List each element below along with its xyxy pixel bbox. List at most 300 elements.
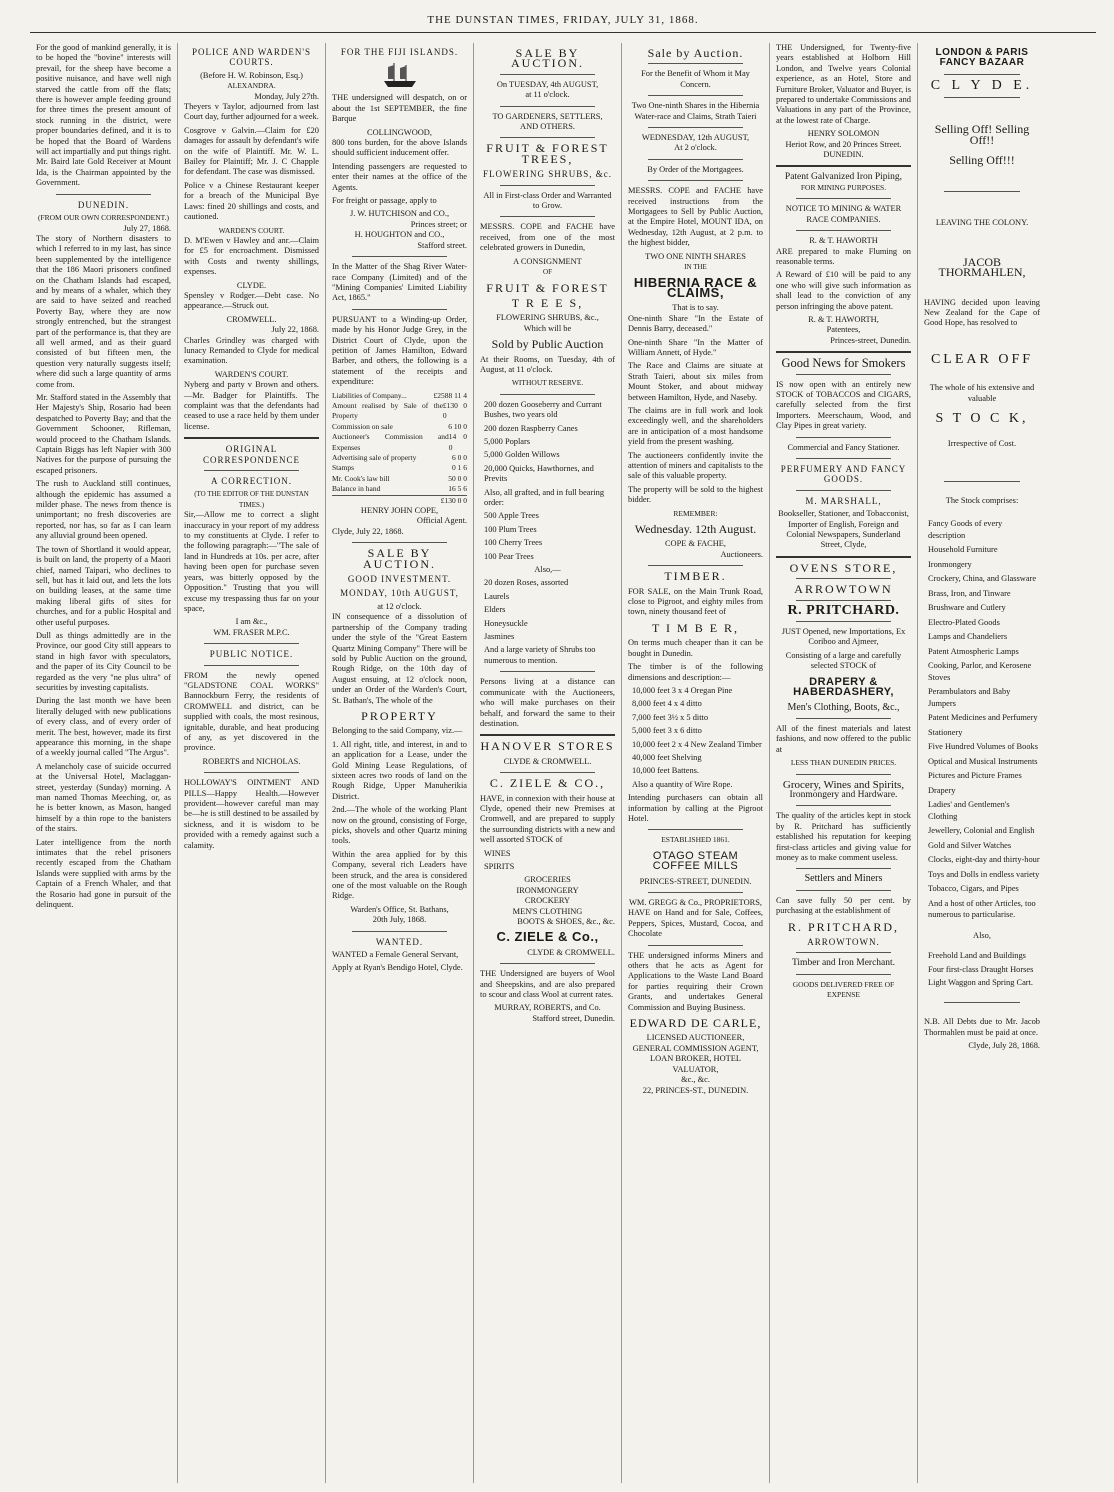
stock-item: Optical and Musical Instruments — [928, 756, 1038, 766]
article-paragraph: The town of Shortland it would appear, is built on land, the property of a Maori chief, named Taipari, who declines to sell, but has it laid out, and lets the lots on building leases, at the same time making liberal gifts of sites for churches, and for a public Hospital and other useful purposes. — [36, 544, 171, 627]
thormahlen-name: JACOB THORMAHLEN, — [938, 254, 1026, 280]
stock-item: Also, all grafted, and in full bearing order: — [484, 487, 605, 507]
stock-item: Toys and Dolls in endless variety — [928, 869, 1040, 879]
solomon-name: HENRY SOLOMON — [807, 129, 880, 139]
shares-line: Two One-ninth Shares in the Hibernia Water-race and Claims, Strath Taieri — [631, 101, 760, 121]
auction-time: At 2 o'clock. — [674, 143, 717, 153]
case-paragraph: Nyberg and party v Brown and others.—Mr. Badger for Plaintiffs. The complaint was that the defendants had ceased to use a race held by them under license. — [184, 380, 319, 431]
sale-date: MONDAY, 10th AUGUST, — [340, 588, 459, 599]
in-the-line: IN THE — [684, 263, 707, 272]
article-paragraph: Dull as things admittedly are in the Province, our good City still appears to stand in high favor with speculators, and the paper of its City Council to be regarded as the very "ne plus ultra" of securities by investing capitalists. — [36, 630, 171, 692]
divider — [796, 230, 891, 231]
auction-date: On TUESDAY, 4th AUGUST, — [496, 79, 599, 89]
letter-body: Sir,—Allow me to correct a slight inaccuracy in your report of my address to my constituents at Clyde. I refer to the following paragraph:—"The sale of land in Hundreds at 10s. per acre, after having been open for purchase seven years, was bitterly opposed by the Opposition." Trusting that you will excuse my trespassing thus far on your space, — [184, 510, 319, 613]
divider — [648, 95, 743, 96]
columns — [30, 43, 1096, 1483]
decarle-line: &c., &c. — [681, 1075, 710, 1085]
ship-icon — [380, 61, 420, 89]
letter-signoff: I am &c., — [235, 617, 268, 627]
stock-item: 5,000 Poplars — [484, 436, 531, 446]
auction-heading: Sale by Auction. — [647, 46, 744, 60]
claims-paragraph: The claims are in full work and look exceedingly well, and the shareholders are in anticipation of a most handsome yield from the present washing. — [628, 405, 763, 447]
stock-item: Five Hundred Volumes of Books — [928, 742, 1038, 752]
divider — [648, 945, 743, 946]
notice-heading: NOTICE TO MINING & WATER RACE COMPANIES. — [785, 204, 902, 224]
stock-item: 100 Cherry Trees — [484, 538, 543, 548]
delivery-line: GOODS DELIVERED FREE OF EXPENSE — [792, 979, 895, 1000]
account-row: Liabilities of Company... £2588 11 4 — [332, 390, 467, 400]
just-opened: JUST Opened, new Importations, Ex Coriboo and Ajmeer, — [781, 627, 906, 647]
whole-line: The whole of his extensive and valuable — [929, 383, 1035, 403]
notice-signature: ROBERTS and NICHOLAS. — [202, 756, 301, 766]
article-paragraph: Mr. Stafford stated in the Assembly that Her Majesty's Ship, Rosario had been despatched to Poverty Bay; and that the Government Schooner, Rifleman, would proceed to the Chatham Islands. Captain Biggs has left Napier with 300 Natives for the purpose of pursuing the escaped prisoners. — [36, 393, 171, 475]
bazaar-heading: LONDON & PARIS FANCY BAZAAR — [935, 47, 1029, 69]
ad-paragraph: 800 tons burden, for the above Islands should sufficient inducement offer. — [332, 138, 467, 158]
divider — [184, 437, 319, 439]
case-paragraph: Spensley v Rodger.—Debt case. No appearance.—Struck out. — [184, 290, 319, 311]
which-line: Which will be — [523, 323, 572, 333]
goods-item: MEN'S CLOTHING — [512, 906, 583, 916]
ziele-location: CLYDE & CROMWELL. — [527, 947, 615, 957]
divider — [500, 394, 595, 395]
property-intro: Belonging to the said Company, viz.— — [332, 726, 463, 736]
divider — [796, 974, 891, 975]
auction-heading: SALE BY AUCTION. — [511, 46, 584, 71]
case-paragraph: Theyers v Taylor, adjourned from last Court day, further adjourned for a week. — [184, 102, 319, 122]
article-paragraph: The story of Northern disasters to which I referred to in my last, has since been supplemented by the intelligence that the 186 Maori prisoners confined on the Chatham Islands had escaped, and by means of a whaler, which they are said to have seized and reached Poverty Bay, where they are now strongly entrenched, but the strangest part of the performance is, that they are all well armed, and as their guard consisted of but fifteen men, the question very naturally suggests itself; where did such a large quantity of arms come from. — [36, 233, 171, 389]
property-item: Within the area applied for by this Company, several rich Leaders have been struck, and the area is considered one of the most valuable on the Rough Ridge. — [332, 849, 467, 901]
stock-item: Household Furniture — [928, 545, 998, 555]
agent-name: H. HOUGHTON and CO., — [354, 230, 445, 240]
divider — [796, 868, 891, 869]
less-than-line: LESS THAN DUNEDIN PRICES. — [790, 758, 897, 768]
finest-paragraph: All of the finest materials and latest fashions, and now offered to the public at — [776, 723, 911, 754]
selling-off-line: Selling Off! Selling Off!! — [934, 122, 1030, 147]
stock-item: Elders — [484, 605, 506, 615]
stock-item: 200 dozen Gooseberry and Currant Bushes, two years old — [484, 399, 602, 420]
timber-size: 8,000 feet 4 x 4 ditto — [632, 699, 702, 709]
divider — [648, 180, 743, 181]
divider — [500, 185, 595, 186]
wool-paragraph: THE Undersigned are buyers of Wool and Sheepskins, and are also prepared to scour and class Wool at current rates. — [480, 969, 615, 1000]
also-line: Also, — [973, 930, 991, 940]
notice-body: FROM the newly opened "GLADSTONE COAL WORKS" Bannockburn Ferry, the residents of CROMWELL and district, can be supplied with coals, the most resinous, ignitable, durable, and heat producing of any, as yet discovered in the province. — [184, 670, 319, 753]
haworth-name: R. & T. HAWORTH — [809, 236, 878, 246]
persons-paragraph: Persons living at a distance can communicate with the Auctioneers, who will make purchases on their behalf, and forward the same to their destination. — [480, 677, 615, 728]
case-paragraph: Cosgrove v Galvin.—Claim for £20 damages for assault by defendant's wife on the wife of Plaintiff. Mr. W. L. Bailey for Plaintiff; Mr. J. C Chapple for defendant. The case was dismissed. — [184, 125, 319, 177]
divider — [796, 952, 891, 953]
timber-line: T I M B E R, — [651, 620, 740, 635]
coffee-mills-address: PRINCES-STREET, DUNEDIN. — [639, 876, 752, 886]
stock-item: And a host of other Articles, too numerous to particularise. — [928, 898, 1036, 920]
drapery-heading: DRAPERY & HABERDASHERY, — [793, 675, 894, 699]
column-4 — [474, 43, 622, 1483]
wanted-heading: WANTED. — [375, 936, 424, 947]
wardens-court-heading: WARDEN'S COURT. — [214, 369, 289, 379]
divider — [944, 481, 1020, 482]
divider — [352, 256, 447, 257]
audience-line: AND OTHERS. — [520, 122, 575, 132]
divider — [796, 621, 891, 622]
place-heading: CLYDE. — [236, 280, 267, 290]
clyde-heading: C L Y D E. — [930, 77, 1034, 93]
ziele-heading: C. ZIELE & CO., — [489, 776, 606, 791]
solomon-address: Heriot Row, and 20 Princes Street. DUNEDIN. — [785, 139, 902, 160]
ziele-signature: C. ZIELE & Co., — [496, 929, 599, 945]
court-date: July 22, 1868. — [271, 325, 319, 335]
stock-item: Cooking, Parlor, and Kerosene Stoves — [928, 661, 1032, 682]
wanted-body: WANTED a Female General Servant, — [332, 950, 459, 960]
account-row: Auctioneer's Commission and Expenses 14 0 0 — [332, 432, 467, 452]
hanover-heading: HANOVER STORES — [480, 739, 615, 754]
divider — [796, 374, 891, 375]
gregg-name: WM. GREGG & Co., PROPRIETORS, — [629, 898, 762, 907]
order-line: All in First-class Order and Warranted to Grow. — [483, 190, 612, 211]
divider — [500, 772, 595, 773]
article-paragraph: The rush to Auckland still continues, although the epidemic has assumed a milder phase. The news from thence is unimportant; no fresh discoveries are reported, nor has, so far as I can learn any alluvial ground been opened. — [36, 479, 171, 541]
divider — [204, 665, 299, 666]
divider — [500, 137, 595, 138]
of-line: OF — [543, 268, 552, 277]
case-paragraph: Charles Grindley was charged with lunacy Remanded to Clyde for medical examination. — [184, 335, 319, 366]
share-item: One-ninth Share "In the Estate of Dennis Barry, deceased." — [628, 313, 763, 334]
fruit-forest-line: FRUIT & FOREST — [486, 280, 609, 295]
agent-address: Stafford street. — [417, 240, 467, 250]
property-heading: PROPERTY — [361, 708, 438, 723]
consisting-line: Consisting of a large and carefully selected STOCK of — [785, 650, 902, 671]
smokers-paragraph: IS now open with an entirely new STOCK of TOBACCOS and CIGARS, carefully selected from the first Importers. Meerschaum, Wood, and Clay Pipes in great variety. — [776, 379, 911, 431]
account-row: Commission on sale 6 10 0 — [332, 421, 467, 431]
divider — [352, 931, 447, 932]
divider — [796, 490, 891, 491]
stock-item: Pictures and Picture Frames — [928, 771, 1022, 781]
divider — [796, 890, 891, 891]
divider — [944, 97, 1020, 98]
perfumery-heading: PERFUMERY AND FANCY GOODS. — [780, 464, 907, 485]
clear-off-heading: CLEAR OFF — [930, 351, 1034, 367]
established-line: ESTABLISHED 1861. — [661, 835, 730, 845]
stock-item: Drapery — [928, 785, 956, 795]
sale-body: IN consequence of a dissolution of partnership of the Company trading under the style of the "Great Eastern Quartz Mining Company" There will be sold by Public Auction on the ground, Rough Ridge, on the 10th day of August ensuing, at 12 o'clock noon, under an Order of the Warden's Court, St. Bathan's, The whole of the — [332, 612, 467, 705]
stock-item: 20 dozen Roses, assorted — [484, 578, 569, 588]
shrubs-line: FLOWERING SHRUBS, &c., — [496, 313, 599, 323]
pritchard-heading: R. PRITCHARD. — [787, 602, 900, 618]
decarle-name: EDWARD DE CARLE, — [629, 1016, 762, 1031]
wednesday-line: Wednesday. 12th August. — [634, 522, 757, 537]
stock-item: Tobacco, Cigars, and Pipes — [928, 884, 1019, 894]
messrs-paragraph: MESSRS. COPE and FACHE have received instructions from the Mortgagees to Sell by Public Auction, at the Empire Hotel, MOUNT IDA, on Wednesday, 12th August, at 2 p.m. to the highest bidder, — [628, 186, 763, 248]
column-6 — [770, 43, 918, 1483]
dunedin-heading: DUNEDIN. — [77, 199, 130, 210]
divider — [776, 351, 911, 353]
stock-item: Fancy Goods of every description — [928, 519, 1003, 540]
stock-item: Brass, Iron, and Tinware — [928, 588, 1011, 598]
matter-paragraph: In the Matter of the Shag River Water-race Company (Limited) and of the "Mining Companies' Limited Liability Act, 1865." — [332, 262, 467, 303]
selling-off-line: Selling Off!!! — [949, 153, 1015, 168]
stationer-line: Commercial and Fancy Stationer. — [787, 442, 900, 452]
stock-item: Laurels — [484, 591, 510, 601]
goods-item: CROCKERY — [524, 896, 571, 906]
stock-item: Patent Atmospheric Lamps — [928, 646, 1019, 656]
sold-line: Sold by Public Auction — [491, 337, 604, 352]
divider — [648, 892, 743, 893]
settlers-heading: Settlers and Miners — [804, 873, 883, 885]
stock-item: 200 dozen Raspberry Canes — [484, 423, 578, 433]
rooms-paragraph: At their Rooms, on Tuesday, 4th of August, at 11 o'clock. — [480, 354, 615, 374]
divider — [352, 542, 447, 543]
closing-date: Clyde, July 28, 1868. — [968, 1041, 1040, 1051]
informs-paragraph: THE undersigned informs Miners and others that he acts as Agent for Applications to the Waste Land Board for parties requiring their Crown Grants, and undertakes General Commission and Buying Business. — [628, 950, 763, 1012]
divider — [500, 216, 595, 217]
timber-size: 5,000 feet 3 x 6 ditto — [632, 726, 702, 736]
divider — [796, 198, 891, 199]
stock-item: Also,— — [534, 565, 561, 575]
fiji-heading: FOR THE FIJI ISLANDS. — [340, 47, 459, 57]
sale-subheading: GOOD INVESTMENT. — [347, 574, 452, 585]
signatory: HENRY JOHN COPE, — [360, 506, 439, 516]
ironmongery-heading: Ironmongery and Hardware. — [789, 789, 898, 800]
stock-item: 500 Apple Trees — [484, 511, 539, 521]
debts-note: N.B. All Debts due to Mr. Jacob Thormahlen must be paid at once. — [924, 1017, 1040, 1037]
haworth-title: Patentees, — [826, 325, 861, 335]
race-paragraph: The Race and Claims are situate at Strath Taieri, about six miles from Mount Stoker, and about midway between Hamilton, Hyde, and Naseby. — [628, 361, 763, 402]
goods-item: BOOTS & SHOES, &c., &c. — [517, 917, 615, 926]
stock-item: Honeysuckle — [484, 618, 528, 628]
stock-item: 100 Plum Trees — [484, 524, 537, 534]
leaving-colony: LEAVING THE COLONY. — [935, 218, 1029, 228]
remember-line: REMEMBER: — [673, 508, 718, 518]
signatory-title: Official Agent. — [416, 516, 467, 526]
grocery-heading: Grocery, Wines and Spirits, — [782, 778, 905, 791]
divider — [480, 734, 615, 736]
place-heading: CROMWELL. — [226, 314, 277, 324]
property-item: 1. All right, title, and interest, in and to an application for a Lease, under the Gold Mining Lease Regulations, of sixteen acres two roods of land on the Rough Ridge, Upper Manuherikia District. — [332, 739, 467, 801]
wardens-court-heading: WARDEN'S COURT. — [218, 225, 285, 235]
divider — [352, 309, 447, 310]
timber-size: 40,000 feet Shelving — [632, 752, 702, 762]
goods-item: GROCERIES — [524, 875, 571, 885]
stock-heading: S T O C K, — [935, 411, 1029, 427]
murray-name: MURRAY, ROBERTS, and Co. — [494, 1003, 601, 1013]
agent-name: J. W. HUTCHISON and CO., — [349, 209, 450, 219]
patent-subheading: FOR MINING PURPOSES. — [800, 182, 887, 192]
divider — [944, 74, 1020, 75]
divider — [796, 600, 891, 601]
divider — [796, 774, 891, 775]
having-paragraph: HAVING decided upon leaving New Zealand for the Cape of Good Hope, has resolved to — [924, 297, 1040, 328]
sale-time: at 12 o'clock. — [377, 601, 422, 611]
messrs-paragraph: MESSRS. COPE and FACHE have received, from one of the most celebrated growers in Dunedin, — [480, 222, 615, 253]
flowering-shrubs-heading: FLOWERING SHRUBS, &c. — [482, 169, 612, 180]
holloway-ad: HOLLOWAY'S OINTMENT AND PILLS—Happy Health.—However provident—however careful man may be—he is still destined to be assailed by sickness, and it is wisdom to be provided with a remedy against such a calamity. — [184, 778, 319, 850]
stock-item: Jewellery, Colonial and English — [928, 826, 1035, 836]
court-date: Monday, July 27th. — [254, 91, 319, 101]
stock-item: 5,000 Golden Willows — [484, 450, 560, 460]
stock-item: Jasmines — [484, 632, 515, 642]
ovens-store-heading: OVENS STORE, — [789, 560, 898, 575]
column-3 — [326, 43, 474, 1483]
account-total: £130 0 0 — [332, 495, 467, 506]
divider — [500, 963, 595, 964]
goods-item: SPIRITS — [484, 861, 515, 871]
divider — [796, 578, 891, 579]
stock-item: Brushware and Cutlery — [928, 603, 1006, 613]
account-row: Balance in hand 16 5 6 — [332, 484, 467, 494]
order-line: By Order of the Mortgagees. — [647, 164, 744, 174]
divider — [648, 127, 743, 128]
divider — [796, 805, 891, 806]
cope-name: COPE & FACHE, — [664, 539, 727, 549]
ship-name: COLLINGWOOD, — [367, 127, 432, 137]
dateline: July 27, 1868. — [123, 223, 171, 233]
marshall-details: Bookseller, Stationer, and Tobacconist, Importer of English, Foreign and Colonial Newspapers, Sunderland Street, Clyde, — [778, 509, 909, 550]
property-office: Warden's Office, St. Bathans, — [350, 904, 449, 914]
divider — [204, 772, 299, 773]
two-shares-line: TWO ONE NINTH SHARES — [645, 251, 746, 261]
ad-paragraph: For freight or passage, apply to — [332, 196, 437, 206]
mens-clothing: Men's Clothing, Boots, &c., — [787, 701, 900, 713]
timber-size: 10,000 feet Battens. — [632, 766, 699, 776]
sale-heading: SALE BY AUCTION. — [363, 546, 436, 571]
stock-item: Ladies' and Gentlemen's Clothing — [928, 800, 1010, 821]
murray-address: Stafford street, Dunedin. — [532, 1013, 615, 1023]
timber-paragraph: FOR SALE, on the Main Trunk Road, close to Pigroot, and eighty miles from town, ninety thousand feet of — [628, 586, 763, 617]
divider — [776, 165, 911, 167]
stock-item: Patent Medicines and Perfumery — [928, 713, 1038, 723]
extra-item: Light Waggon and Spring Cart. — [928, 978, 1034, 988]
account-row: Amount realised by Sale of the Property £130 0 0 — [332, 400, 467, 421]
divider — [500, 671, 595, 672]
timber-size: Also a quantity of Wire Rope. — [632, 779, 733, 789]
accounts-table — [332, 391, 467, 506]
stock-item: Clocks, eight-day and thirty-hour — [928, 855, 1040, 865]
property-date: 20th July, 1868. — [372, 915, 427, 925]
benefit-line: For the Benefit of Whom it May Concern. — [641, 69, 750, 89]
timber-size: 10,000 feet 2 x 4 New Zealand Timber — [632, 739, 762, 749]
reserve-line: WITHOUT RESERVE. — [511, 378, 584, 388]
place-heading: ALEXANDRA. — [227, 81, 276, 91]
letter-signature: WM. FRASER M.P.C. — [213, 627, 290, 637]
coffee-mills-heading: OTAGO STEAM COFFEE MILLS — [652, 849, 739, 873]
share-item: One-ninth Share "In the Matter of William Annett, of Hyde." — [628, 337, 763, 357]
marshall-name: M. MARSHALL, — [805, 495, 882, 506]
correction-title: A CORRECTION. — [210, 476, 292, 487]
article-paragraph: Later intelligence from the north intimates that the rebel prisoners recently escaped from the Chatham Islands were supplied with arms by the Captain of a French Whaler, and that the Rosario had gone in pursuit of the delinquent. — [36, 837, 171, 910]
extra-item: Four first-class Draught Horses — [928, 964, 1034, 974]
divider — [776, 556, 911, 558]
timber-size: 10,000 feet 3 x 4 Oregan Pine — [632, 685, 733, 695]
column-7 — [918, 43, 1046, 1483]
stock-item: Gold and Silver Watches — [928, 840, 1012, 850]
divider — [56, 194, 151, 195]
fruit-trees-heading: FRUIT & FOREST TREES, — [486, 141, 609, 166]
save-paragraph: Can save fully 50 per cent. by purchasing at the establishment of — [776, 895, 911, 916]
divider — [500, 106, 595, 107]
ziele-paragraph: HAVE, in connexion with their house at Clyde, opened their new Premises at Cromwell, and are prepared to supply the surrounding districts with a new and well assorted STOCK of — [480, 793, 615, 845]
masthead: THE DUNSTAN TIMES, FRIDAY, JULY 31, 1868. — [30, 14, 1096, 33]
auction-date: WEDNESDAY, 12th AUGUST, — [641, 133, 750, 143]
patent-heading: Patent Galvanized Iron Piping, — [784, 172, 903, 183]
arrowtown-line: ARROWTOWN. — [807, 937, 880, 947]
decarle-line: GENERAL COMMISSION AGENT, — [632, 1043, 759, 1053]
case-paragraph: D. M'Ewen v Hawley and anr.—Claim for £5 for encroachment. Dismissed with Costs and twenty shillings, expenses. — [184, 235, 319, 277]
wanted-apply: Apply at Ryan's Bendigo Hotel, Clyde. — [332, 963, 463, 973]
haworth-address: Princes-street, Dunedin. — [830, 335, 911, 345]
stock-item: Perambulators and Baby Jumpers — [928, 687, 1011, 708]
letter-address: (TO THE EDITOR OF THE DUNSTAN TIMES.) — [194, 490, 309, 509]
stock-item: Stationery — [928, 727, 963, 737]
stock-item: Electro-Plated Goods — [928, 617, 1000, 627]
divider — [204, 643, 299, 644]
auction-time: at 11 o'clock. — [525, 90, 570, 100]
property-item: 2nd.—The whole of the working Plant now on the ground, consisting of Forge, picks, shovels and other Quartz mining tools. — [332, 805, 467, 846]
gregg-paragraph: HAVE on Hand and for Sale, Coffees, Peppers, Spices, Mustard, Cocoa, and Chocolate — [628, 908, 763, 939]
goods-item: WINES — [484, 848, 511, 858]
trees-line: T R E E S, — [511, 295, 584, 310]
reward-paragraph: A Reward of £10 will be paid to any one who will give such information as shall lead to the conviction of any person infringing the above patent. — [776, 270, 911, 311]
timber-merchant: Timber and Iron Merchant. — [791, 958, 896, 969]
intending-paragraph: Intending purchasers can obtain all information by calling at the Pigroot Hotel. — [628, 793, 763, 823]
hanover-location: CLYDE & CROMWELL. — [503, 756, 592, 766]
extra-item: Freehold Land and Buildings — [928, 951, 1026, 961]
divider — [796, 458, 891, 459]
comprises-line: The Stock comprises: — [945, 495, 1019, 505]
pursuant-paragraph: PURSUANT to a Winding-up Order, made by his Honor Judge Grey, in the District Court of Clyde, upon the petition of James Hamilton, Edward Barber, and others, the following is a statement of the receipts and expenditure: — [332, 314, 467, 387]
smokers-heading: Good News for Smokers — [781, 356, 906, 371]
decarle-line: LICENSED AUCTIONEER, — [646, 1033, 745, 1043]
divider — [500, 74, 595, 75]
divider — [796, 437, 891, 438]
account-row: Stamps 0 1 6 — [332, 463, 467, 473]
public-notice-heading: PUBLIC NOTICE. — [209, 649, 294, 660]
auctioneers-paragraph: The auctioneers confidently invite the attention of miners and capitalists to the sale of this valuable property. — [628, 450, 763, 481]
decarle-line: LOAN BROKER, HOTEL VALUATOR, — [650, 1054, 741, 1074]
ad-paragraph: THE undersigned will despatch, on or about the 1st SEPTEMBER, the fine Barque — [332, 93, 467, 124]
stock-item: Crockery, China, and Glassware — [928, 574, 1037, 584]
that-line: That is to say. — [672, 303, 719, 313]
stock-item: Ironmongery — [928, 559, 972, 569]
pritchard-name: R. PRITCHARD, — [787, 919, 899, 934]
haworth-name: R. & T. HAWORTH, — [808, 314, 879, 324]
article-paragraph: During the last month we have been literally deluged with new publications of every class, and of every order of merit. The best, however, made its first appearance this morning, in the shape of a weekly journal called "The Argus". — [36, 696, 171, 758]
cope-title: Auctioneers. — [720, 549, 763, 559]
intro-paragraph: For the good of mankind generally, it is to be hoped the "bovine" interests will prevail, for the sheep have become a positive nuisance, and have well nigh starved the cattle from off the flats; there is however ample feeding ground for three times the present amount of stock running in the district, were proper boundaries defined, and it is to be hoped that the Board of Wardens will act impartially and put things right. Mr. Baird late Gold Receiver at Mount Ida, is the Chairman appointed by the Government. — [36, 43, 171, 188]
sold-paragraph: The property will be sold to the highest bidder. — [628, 484, 763, 505]
divider — [648, 565, 743, 566]
consignment-line: A CONSIGNMENT — [513, 256, 582, 266]
article-paragraph: A melancholy case of suicide occurred at the Universal Hotel, Maclaggan-street, yesterday (Sunday) morning. A man named Thomas Meeching, or, as he is better known, as Mason, hanged himself by a thin rope to the banisters of the stairs. — [36, 761, 171, 834]
goods-item: IRONMONGERY — [516, 885, 579, 895]
divider — [648, 829, 743, 830]
courts-heading: POLICE AND WARDEN'S COURTS. — [192, 47, 311, 68]
solomon-paragraph: THE Undersigned, for Twenty-five years established at Holborn Hill London, and Twelve years Colonial experience, as an Hotel, Store and Furniture Broker, Valuator and Buyer, is prepared to undertake Commissions and Valuations in any part of the Province, at the lowest rate of Charge. — [776, 43, 911, 125]
courts-subheading: (Before H. W. Robinson, Esq.) — [200, 70, 303, 80]
stock-item: 100 Pear Trees — [484, 551, 534, 561]
hibernia-heading: HIBERNIA RACE & CLAIMS, — [633, 274, 758, 300]
divider — [648, 63, 743, 64]
column-5 — [622, 43, 770, 1483]
column-1 — [30, 43, 178, 1483]
divider — [944, 191, 1020, 192]
divider — [944, 1002, 1020, 1003]
stock-item: And a large variety of Shrubs too numerous to mention. — [484, 645, 596, 665]
signature-date: Clyde, July 22, 1868. — [332, 526, 404, 536]
audience-line: TO GARDENERS, SETTLERS, — [492, 111, 603, 121]
byline: (FROM OUR OWN CORRESPONDENT.) — [37, 213, 170, 223]
decarle-address: 22, PRINCES-ST., DUNEDIN. — [642, 1085, 749, 1095]
account-row: Advertising sale of property 6 0 0 — [332, 453, 467, 462]
arrowtown-heading: ARROWTOWN — [794, 582, 893, 597]
